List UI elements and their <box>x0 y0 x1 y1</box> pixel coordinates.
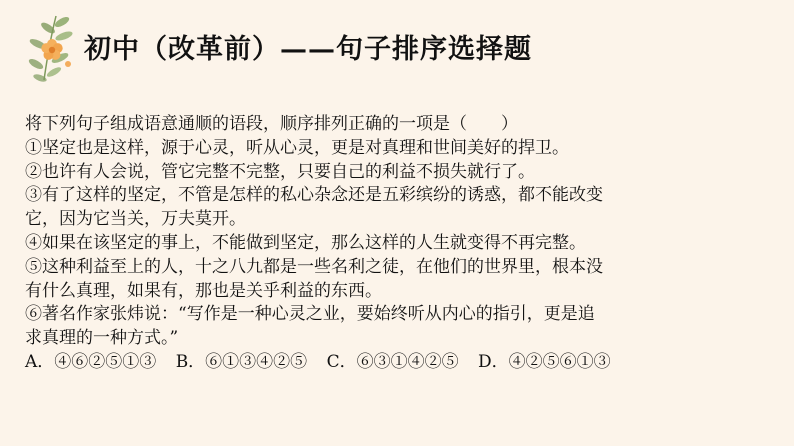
answer-options <box>25 351 775 375</box>
option-c[interactable]: C．⑥③①④②⑤ <box>326 351 459 372</box>
sentence-line: 它，因为它当关，万夫莫开。 <box>25 209 246 230</box>
page-title: 初中（改革前）——句子排序选择题 <box>84 34 532 65</box>
sentence-line: 求真理的一种方式。” <box>25 328 179 349</box>
sentence-line: ③有了这样的坚定，不管是怎样的私心杂念还是五彩缤纷的诱惑，都不能改变 <box>25 185 603 206</box>
sentence-line: 有什么真理，如果有，那也是关乎利益的东西。 <box>25 280 382 301</box>
sentence-line: ⑤这种利益至上的人，十之八九都是一些名利之徒，在他们的世界里，根本没 <box>25 256 603 277</box>
sentence-line: ⑥著名作家张炜说：“写作是一种心灵之业，要始终听从内心的指引，更是追 <box>25 304 595 325</box>
question-prompt: 将下列句子组成语意通顺的语段，顺序排列正确的一项是（ ） <box>25 114 518 134</box>
sentence-line: ①坚定也是这样，源于心灵，听从心灵，更是对真理和世间美好的捍卫。 <box>25 137 569 158</box>
option-d[interactable]: D．④②⑤⑥①③ <box>478 351 611 372</box>
option-b[interactable]: B．⑥①③④②⑤ <box>175 351 308 372</box>
sentence-line: ④如果在该坚定的事上，不能做到坚定，那么这样的人生就变得不再完整。 <box>25 232 586 253</box>
leaf-flower-icon <box>26 12 78 84</box>
question-content <box>25 113 775 375</box>
sentence-line: ②也许有人会说，管它完整不完整，只要自己的利益不损失就行了。 <box>25 161 535 182</box>
option-a[interactable]: A．④⑥②⑤①③ <box>25 351 157 372</box>
